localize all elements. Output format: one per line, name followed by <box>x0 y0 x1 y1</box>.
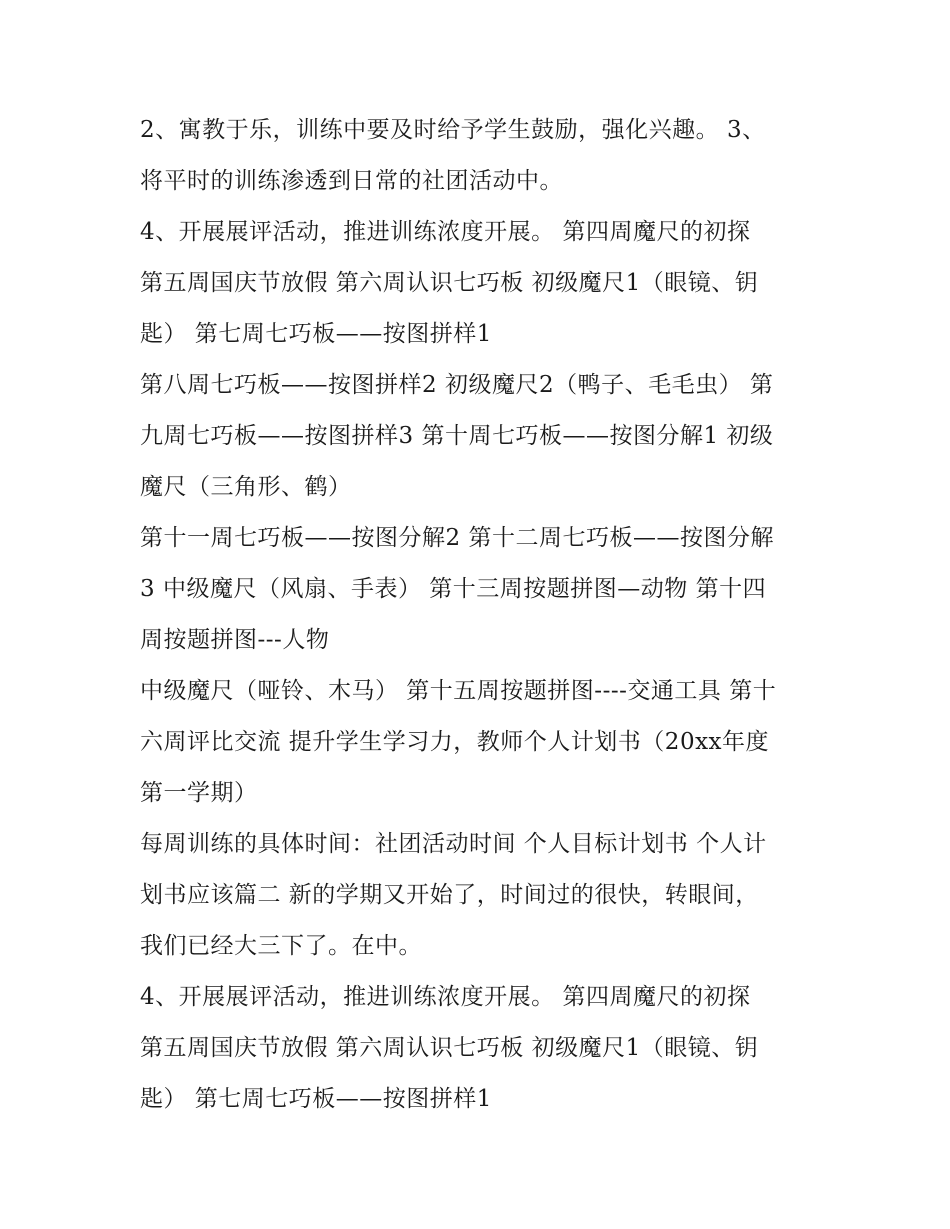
text-line: 匙） 第七周七巧板——按图拼样1 <box>140 321 492 347</box>
text-line: 中级魔尺（哑铃、木马） 第十五周按题拼图----交通工具 第十 <box>140 678 777 704</box>
text-line: 3 中级魔尺（风扇、手表） 第十三周按题拼图—动物 第十四 <box>140 576 767 602</box>
text-line: 第一学期） <box>140 780 258 806</box>
text-line: 魔尺（三角形、鹤） <box>140 474 352 500</box>
text-line: 周按题拼图---人物 <box>140 627 330 653</box>
text-line: 匙） 第七周七巧板——按图拼样1 <box>140 1086 492 1112</box>
text-line: 六周评比交流 提升学生学习力，教师个人计划书（20xx年度 <box>140 729 770 755</box>
text-line: 4、开展展评活动，推进训练浓度开展。 第四周魔尺的初探 <box>140 984 751 1010</box>
text-line: 九周七巧板——按图拼样3 第十周七巧板——按图分解1 初级 <box>140 423 774 449</box>
text-line: 每周训练的具体时间：社团活动时间 个人目标计划书 个人计 <box>140 831 767 857</box>
text-line: 第五周国庆节放假 第六周认识七巧板 初级魔尺1（眼镜、钥 <box>140 270 759 296</box>
text-line: 将平时的训练渗透到日常的社团活动中。 <box>140 168 563 194</box>
document-body <box>140 105 820 1125</box>
text-line: 我们已经大三下了。在中。 <box>140 933 422 959</box>
text-line: 划书应该篇二 新的学期又开始了，时间过的很快，转眼间， <box>140 882 759 908</box>
text-line: 第五周国庆节放假 第六周认识七巧板 初级魔尺1（眼镜、钥 <box>140 1035 759 1061</box>
text-line: 2、寓教于乐，训练中要及时给予学生鼓励，强化兴趣。 3、 <box>140 117 766 143</box>
text-line: 第八周七巧板——按图拼样2 初级魔尺2（鸭子、毛毛虫） 第 <box>140 372 774 398</box>
text-line: 4、开展展评活动，推进训练浓度开展。 第四周魔尺的初探 <box>140 219 751 245</box>
text-line: 第十一周七巧板——按图分解2 第十二周七巧板——按图分解 <box>140 525 774 551</box>
